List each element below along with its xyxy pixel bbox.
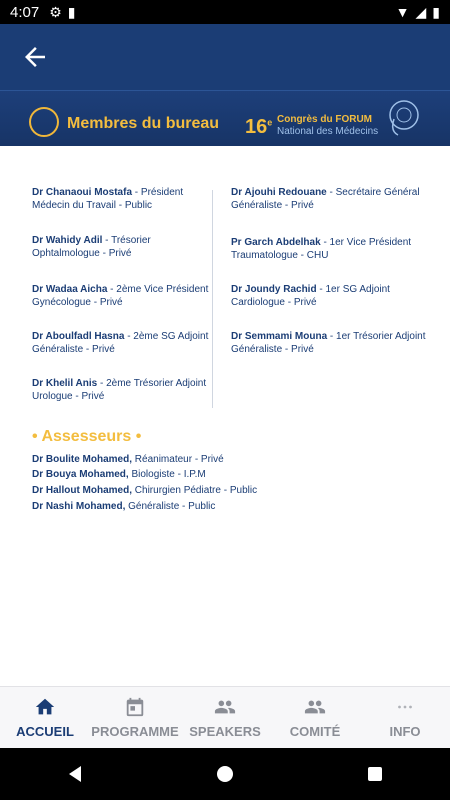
nav-speakers[interactable] bbox=[180, 687, 270, 748]
member-item: Dr Wadaa Aicha - 2ème Vice Président Gynécologue - Privé bbox=[32, 284, 209, 308]
congress-line2: National des Médecins bbox=[277, 126, 379, 137]
brain-logo-icon bbox=[382, 97, 422, 139]
nav-comite[interactable] bbox=[270, 687, 360, 748]
calendar-icon bbox=[124, 696, 146, 718]
wifi-icon: ▼ bbox=[395, 4, 410, 20]
nav-label: ACCUEIL bbox=[16, 724, 74, 739]
bottom-navigation bbox=[0, 686, 450, 748]
system-navigation-bar bbox=[0, 748, 450, 800]
member-item: Pr Garch Abdelhak - 1er Vice Président Traumatologue - CHU bbox=[231, 237, 412, 261]
section-banner bbox=[0, 90, 450, 146]
assessors-title: • Assesseurs • bbox=[32, 428, 142, 445]
more-icon bbox=[394, 696, 416, 718]
column-divider bbox=[212, 190, 213, 408]
app-bar bbox=[0, 24, 450, 90]
assessor-item: Dr Boulite Mohamed, Réanimateur - Privé bbox=[32, 454, 224, 465]
nav-label: SPEAKERS bbox=[189, 724, 261, 739]
system-back-icon[interactable] bbox=[65, 764, 85, 784]
system-recents-icon[interactable] bbox=[365, 764, 385, 784]
status-bar bbox=[0, 0, 450, 24]
signal-icon: ◢ bbox=[415, 3, 427, 20]
status-time: 4:07 bbox=[10, 3, 40, 21]
congress-line1: Congrès du FORUM bbox=[277, 114, 372, 125]
member-item: Dr Khelil Anis - 2ème Trésorier Adjoint Urologue - Privé bbox=[32, 378, 207, 402]
back-arrow-icon[interactable] bbox=[20, 42, 50, 72]
member-item: Dr Aboulfadl Hasna - 2ème SG Adjoint Généraliste - Privé bbox=[32, 331, 209, 355]
assessor-item: Dr Hallout Mohamed, Chirurgien Pédiatre - Public bbox=[32, 485, 258, 496]
member-item: Dr Joundy Rachid - 1er SG Adjoint Cardiologue - Privé bbox=[231, 284, 390, 308]
battery-icon: ▮ bbox=[432, 3, 440, 20]
settings-icon: ⚙ bbox=[49, 3, 62, 20]
nav-label: PROGRAMME bbox=[91, 724, 179, 739]
member-item: Dr Wahidy Adil - Trésorier Ophtalmologue - Privé bbox=[32, 235, 151, 259]
nav-label: COMITÉ bbox=[289, 724, 341, 739]
edition-number: 16e bbox=[245, 116, 273, 138]
sd-card-icon: ▮ bbox=[67, 3, 76, 20]
banner-title: Membres du bureau bbox=[67, 115, 220, 132]
nav-info[interactable] bbox=[360, 687, 450, 748]
nav-accueil[interactable] bbox=[0, 687, 90, 748]
group-icon bbox=[304, 696, 326, 718]
member-item: Dr Semmami Mouna - 1er Trésorier Adjoint Généraliste - Privé bbox=[231, 331, 426, 355]
system-home-icon[interactable] bbox=[215, 764, 235, 784]
assessor-item: Dr Nashi Mohamed, Généraliste - Public bbox=[32, 501, 216, 512]
assessor-item: Dr Bouya Mohamed, Biologiste - I.P.M bbox=[32, 469, 206, 480]
member-item: Dr Chanaoui Mostafa - Président Médecin du Travail - Public bbox=[32, 187, 184, 211]
nav-label: INFO bbox=[389, 724, 421, 739]
member-item: Dr Ajouhi Redouane - Secrétaire Général Généraliste - Privé bbox=[231, 187, 420, 211]
nav-programme[interactable] bbox=[90, 687, 180, 748]
team-logo-icon bbox=[29, 107, 59, 137]
people-icon bbox=[214, 696, 236, 718]
home-icon bbox=[34, 696, 56, 718]
